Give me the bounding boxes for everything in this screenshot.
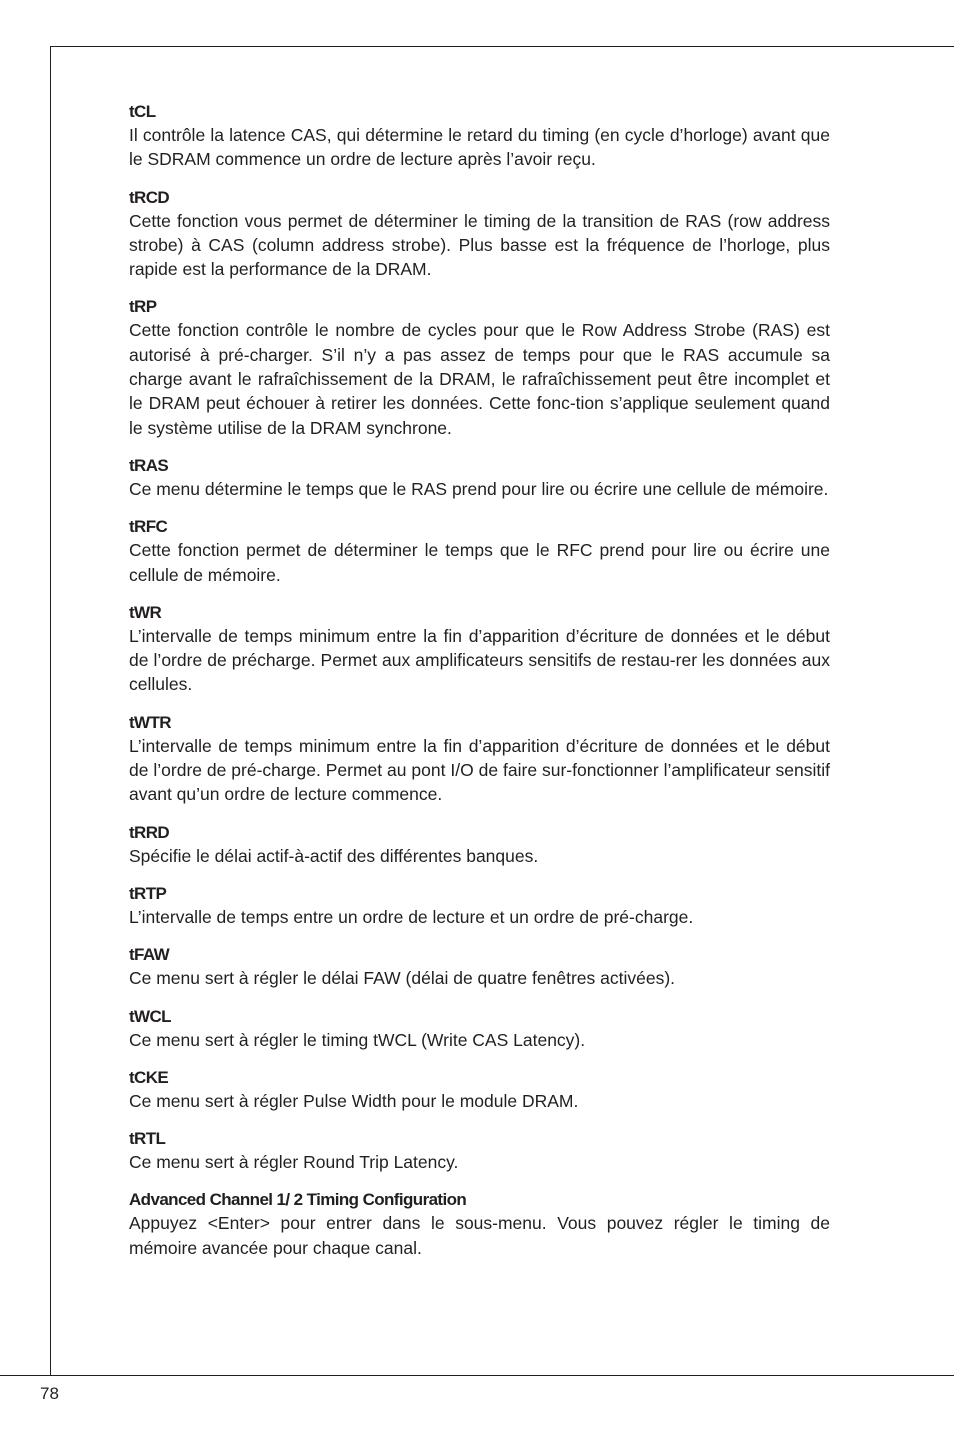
section-description: Appuyez <Enter> pour entrer dans le sous-menu. Vous pouvez régler le timing de mémoire avancée pour chaque canal. [129,1213,830,1258]
page-number: 78 [40,1384,59,1403]
section-description: Spécifie le délai actif-à-actif des différentes banques. [129,845,539,866]
section-trtl [129,1127,830,1174]
page-frame-left-rule [50,46,51,1376]
section-twtr [129,711,830,807]
section-term: tRAS [129,455,169,475]
section-term: tRRD [129,822,170,842]
section-term: tRTP [129,883,167,903]
section-twr [129,601,830,697]
section-tras [129,454,830,501]
page-frame-top-rule [50,46,954,47]
section-trp [129,295,830,439]
section-twcl [129,1005,830,1052]
section-term: tRTL [129,1129,166,1149]
section-description: L’intervalle de temps minimum entre la fin d’apparition d’écriture de données et le début de l’ordre de pré-charge. Permet au pont I/O de faire sur-fonctionner l’amplificateur sensitif avant qu’un ordre de lecture commence. [129,735,830,805]
section-description: Il contrôle la latence CAS, qui détermine le retard du timing (en cycle d’horloge) avant que le SDRAM commence un ordre de lecture après l’avoir reçu. [129,125,830,170]
section-description: Ce menu sert à régler le timing tWCL (Write CAS Latency). [129,1029,586,1050]
section-trrd [129,821,830,868]
section-description: Ce menu sert à régler Round Trip Latency. [129,1152,459,1173]
section-term: Advanced Channel 1/ 2 Timing Configuration [129,1190,467,1210]
section-trcd [129,186,830,282]
section-term: tRCD [129,187,170,207]
section-description: Cette fonction vous permet de déterminer le timing de la transition de RAS (row address strobe) à CAS (column address strobe). Plus basse est la fréquence de l’horloge, plus rapide est la performance de la DRAM. [129,210,830,280]
section-description: Cette fonction permet de déterminer le temps que le RFC prend pour lire ou écrire une cellule de mémoire. [129,540,830,585]
section-term: tRP [129,297,157,317]
section-term: tCL [129,102,156,121]
section-description: L’intervalle de temps minimum entre la fin d’apparition d’écriture de données et le début de l’ordre de précharge. Permet aux amplificateurs sensitifs de restau-rer les données aux cellules. [129,625,830,695]
section-term: tWTR [129,712,171,732]
section-term: tCKE [129,1067,169,1087]
section-description: L’intervalle de temps entre un ordre de lecture et un ordre de pré-charge. [129,906,694,927]
document-body [129,100,830,1274]
section-term: tFAW [129,945,170,965]
section-tcke [129,1066,830,1113]
section-description: Cette fonction contrôle le nombre de cycles pour que le Row Address Strobe (RAS) est autorisé à pré-charger. S’il n’y a pas assez de temps pour que le RAS accumule sa charge avant le rafraîchissement de la DRAM, le rafraîchissement peut être incomplet et le DRAM peut échouer à retirer les données. Cette fonc-tion s’applique seulement quand le système utilise de la DRAM synchrone. [129,320,830,438]
section-term: tWR [129,602,162,622]
section-tcl [129,100,830,172]
section-term: tWCL [129,1006,171,1026]
section-term: tRFC [129,517,168,537]
section-tfaw [129,943,830,990]
section-trfc [129,515,830,587]
section-trtp [129,882,830,929]
section-description: Ce menu sert à régler le délai FAW (délai de quatre fenêtres activées). [129,968,676,989]
section-description: Ce menu sert à régler Pulse Width pour le module DRAM. [129,1090,579,1111]
section-advanced-channel-timing [129,1188,830,1260]
section-description: Ce menu détermine le temps que le RAS prend pour lire ou écrire une cellule de mémoire. [129,478,829,499]
page-footer-rule [0,1375,954,1376]
